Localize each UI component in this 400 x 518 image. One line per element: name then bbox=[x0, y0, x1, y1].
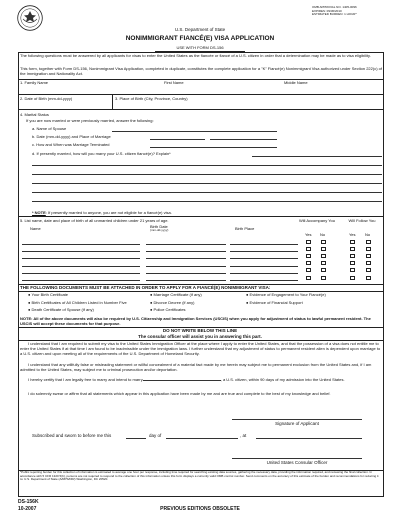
child-birth-place-field[interactable] bbox=[230, 251, 298, 252]
bullet-icon: ● bbox=[246, 299, 250, 305]
sworn-text: Subscribed and sworn to before me this bbox=[32, 433, 112, 438]
consular-heading: DO NOT WRITE BELOW THIS LINE bbox=[162, 328, 238, 333]
form-date: 10-2007 bbox=[18, 506, 37, 512]
applicant-signature-field[interactable] bbox=[232, 419, 362, 420]
spouse-name-field[interactable] bbox=[112, 131, 277, 132]
sworn-month-field[interactable] bbox=[166, 438, 238, 439]
bullet-icon: ● bbox=[150, 307, 154, 312]
child-name-field[interactable] bbox=[22, 280, 140, 281]
yes-label: Yes bbox=[349, 232, 356, 237]
follow-no-checkbox[interactable] bbox=[366, 268, 371, 272]
marital-item: c. How and When was Marriage Terminated bbox=[32, 142, 110, 147]
explain-field[interactable] bbox=[32, 165, 382, 166]
marriage-place-field[interactable] bbox=[210, 139, 277, 140]
sworn-day-field[interactable] bbox=[126, 438, 146, 439]
explain-field[interactable] bbox=[32, 192, 382, 193]
form-number: DS-156K bbox=[18, 499, 39, 505]
first-name-label: First Name bbox=[164, 80, 184, 85]
child-birth-place-field[interactable] bbox=[230, 280, 298, 281]
child-birth-date-field[interactable] bbox=[146, 273, 226, 274]
bullet-icon: ● bbox=[28, 307, 32, 312]
consular-paragraph: I do solemnly swear or affirm that all statements which appear in this application have been made by me and are true and complete to the best of my knowledge and belief. bbox=[28, 391, 331, 396]
accompany-no-checkbox[interactable] bbox=[321, 261, 326, 265]
accompany-yes-checkbox[interactable] bbox=[306, 268, 311, 272]
child-name-field[interactable] bbox=[22, 251, 140, 252]
accompany-yes-checkbox[interactable] bbox=[306, 247, 311, 251]
accompany-yes-checkbox[interactable] bbox=[306, 261, 311, 265]
child-name-field[interactable] bbox=[22, 273, 140, 274]
child-name-field[interactable] bbox=[22, 258, 140, 259]
follow-no-checkbox[interactable] bbox=[366, 261, 371, 265]
accompany-yes-checkbox[interactable] bbox=[306, 254, 311, 258]
no-label: No bbox=[365, 232, 371, 237]
dob-field[interactable] bbox=[20, 101, 110, 108]
follow-yes-checkbox[interactable] bbox=[350, 254, 355, 258]
dob-label: 2. Date of Birth (mm-dd-yyyy) bbox=[20, 96, 73, 101]
marital-item: a. Name of Spouse bbox=[32, 126, 67, 131]
child-birth-date-field[interactable] bbox=[146, 244, 226, 245]
form-subtitle: USE WITH FORM DS-156 bbox=[176, 45, 224, 50]
officer-signature-label: United States Consular Officer bbox=[266, 460, 328, 465]
accompany-no-checkbox[interactable] bbox=[321, 276, 326, 280]
bullet-icon: ● bbox=[246, 292, 250, 297]
accompany-no-checkbox[interactable] bbox=[321, 254, 326, 258]
col-accompany: Will Accompany You bbox=[298, 218, 336, 223]
pob-label: 3. Place of Birth (City, Province, Country) bbox=[115, 96, 188, 101]
consular-subheading: The consular officer will assist you in answering this part. bbox=[138, 334, 262, 339]
family-name-label: 1. Family Name bbox=[20, 80, 49, 85]
child-name-field[interactable] bbox=[22, 266, 140, 267]
middle-name-label: Middle Name bbox=[284, 80, 308, 85]
no-label: No bbox=[320, 232, 326, 237]
first-name-field[interactable] bbox=[164, 85, 280, 93]
accompany-yes-checkbox[interactable] bbox=[306, 276, 311, 280]
family-name-field[interactable] bbox=[20, 85, 160, 93]
required-document-item: ● Evidence of Financial Support bbox=[246, 299, 303, 305]
follow-yes-checkbox[interactable] bbox=[350, 261, 355, 265]
omb-line: EXPIRES: 09/30/2010 bbox=[312, 8, 342, 13]
col-birth-date-format: (mm-dd-yyyy) bbox=[150, 228, 169, 232]
follow-yes-checkbox[interactable] bbox=[350, 240, 355, 244]
follow-no-checkbox[interactable] bbox=[366, 276, 371, 280]
intro-paragraph: The following questions must be answered by all applicants for visas to enter the United States as the fiancée or fiancé of a U.S. citizen in order that a determination may be made as to visa eligibility. bbox=[20, 53, 371, 58]
burden-statement: *Public reporting burden for this collection of information is estimated to average one hour per response, including time required for searching existing data sources, gathering the necessary data, providing the information required, and reviewing the final collection. In accordance with 5 CFR 1320 5(b), persons are not required to respond to the collection of this information unless this form displays a currently valid OMB control number. Send comments on the accuracy of this estimate of the burden and recommendations for reducing it to: U.S. Department of State (A/RPS/DIR) Washington, DC 20520. bbox=[20, 470, 379, 482]
child-birth-date-field[interactable] bbox=[146, 280, 226, 281]
sworn-text: day of bbox=[149, 433, 162, 438]
documents-note: NOTE: All of the above documents will also be required by U.S. Citizenship and Immigration Services (USCIS) when you apply for adjustment of status to lawful permanent resident. The USCIS will accept these documents for that purpose. bbox=[20, 316, 371, 326]
follow-yes-checkbox[interactable] bbox=[350, 268, 355, 272]
child-birth-date-field[interactable] bbox=[146, 266, 226, 267]
follow-no-checkbox[interactable] bbox=[366, 247, 371, 251]
child-birth-date-field[interactable] bbox=[146, 251, 226, 252]
omb-line: OMB APPROVAL NO. 1405-0096 bbox=[312, 5, 357, 9]
form-title: NONIMMIGRANT FIANCÉ(E) VISA APPLICATION bbox=[125, 35, 275, 42]
bullet-icon: ● bbox=[150, 292, 154, 297]
accompany-no-checkbox[interactable] bbox=[321, 268, 326, 272]
required-document-item: ● Death Certificate of Spouse (if any) bbox=[28, 307, 94, 312]
required-document-item: ● Marriage Certificate (if any) bbox=[150, 292, 202, 297]
officer-signature-field[interactable] bbox=[232, 458, 362, 459]
department-name: U.S. Department of State bbox=[174, 27, 226, 32]
accompany-no-checkbox[interactable] bbox=[321, 247, 326, 251]
child-name-field[interactable] bbox=[22, 244, 140, 245]
middle-name-field[interactable] bbox=[284, 85, 382, 93]
bullet-icon: ● bbox=[28, 292, 32, 297]
children-heading: 5. List name, date and place of birth of all unmarried children under 21 years of age. bbox=[20, 218, 169, 223]
marital-question: If you are now married or were previously married, answer the following: bbox=[26, 118, 154, 123]
accompany-no-checkbox[interactable] bbox=[321, 240, 326, 244]
accompany-yes-checkbox[interactable] bbox=[306, 240, 311, 244]
obsolete-notice: PREVIOUS EDITIONS OBSOLETE bbox=[160, 506, 240, 512]
required-document-item: ● Your Birth Certificate bbox=[28, 292, 69, 297]
follow-no-checkbox[interactable] bbox=[366, 240, 371, 244]
col-follow: Will Follow You bbox=[348, 218, 376, 223]
explain-field[interactable] bbox=[32, 201, 382, 202]
required-document-item: ● Police Certificates bbox=[150, 307, 186, 312]
yes-label: Yes bbox=[305, 232, 312, 237]
required-document-item: ● Divorce Decree (if any) bbox=[150, 299, 195, 305]
explain-field[interactable] bbox=[32, 174, 382, 175]
child-birth-place-field[interactable] bbox=[230, 273, 298, 274]
omb-line: ESTIMATED BURDEN: 1 HOUR* bbox=[312, 12, 357, 17]
bullet-icon: ● bbox=[28, 299, 32, 305]
applicant-signature-label: Signature of Applicant bbox=[275, 421, 319, 426]
col-birth-date: Birth Date bbox=[150, 224, 168, 229]
termination-field[interactable] bbox=[150, 147, 277, 148]
marital-item: b. Date (mm-dd-yyyy) and Place of Marriage bbox=[32, 134, 111, 139]
consular-paragraph: I understand that I am required to submit my visa to the United States Immigration Officer at the place where I apply to enter the United States, and that the possession of a visa does not entitle me to enter the United States if at that time I am found to be inadmissible under the immigration laws. I further understand that my adjustment of status to permanent resident alien is dependent upon marriage to a U.S. citizen and upon meeting all of the requirements of the U.S. Department of Homeland Security. bbox=[20, 341, 381, 356]
col-name: Name bbox=[30, 226, 41, 231]
child-birth-place-field[interactable] bbox=[230, 258, 298, 259]
marriage-date-field[interactable] bbox=[150, 139, 205, 140]
required-document-item: ● Evidence of Engagement to Your Fiancé(e) bbox=[246, 292, 326, 297]
follow-yes-checkbox[interactable] bbox=[350, 276, 355, 280]
marital-item: d. If presently married, how will you marry your U.S. citizen fiancé(e)? Explain* bbox=[32, 151, 171, 156]
child-birth-date-field[interactable] bbox=[146, 258, 226, 259]
consular-paragraph: I understand that any willfully false or misleading statement or willful concealment of a material fact made by me herein may subject me to permanent exclusion from the United States and, if I am admitted to the United States, may subject me to criminal prosecution and/or deportation. bbox=[20, 362, 372, 372]
sworn-text: , at bbox=[240, 433, 247, 438]
bullet-icon: ● bbox=[150, 299, 154, 305]
omb-block bbox=[312, 6, 398, 17]
marital-heading: 4. Marital Status bbox=[20, 112, 49, 117]
child-birth-place-field[interactable] bbox=[230, 244, 298, 245]
col-birth-place: Birth Place bbox=[235, 226, 255, 231]
explain-field[interactable] bbox=[252, 156, 382, 157]
intro-paragraph: This form, together with Form DS-156, Nonimmigrant Visa Application, completed in duplicate, constitutes the complete application for a "K" Fiancé(e) Nonimmigrant Visa authorized under Section 222(c) of the Immigration and Nationality Act. bbox=[20, 66, 382, 76]
documents-heading: THE FOLLOWING DOCUMENTS MUST BE ATTACHED IN ORDER TO APPLY FOR A FIANCÉ(E) NONIMMIGRANT VISA: bbox=[20, 285, 271, 290]
pob-field[interactable] bbox=[115, 101, 380, 108]
follow-yes-checkbox[interactable] bbox=[350, 247, 355, 251]
required-document-item: ● Birth Certificates of All Children Listed in Number Five bbox=[28, 299, 127, 305]
marital-note: * NOTE: If presently married to anyone, you are not eligible for a fiancé(e) visa. bbox=[32, 210, 172, 215]
child-birth-place-field[interactable] bbox=[230, 266, 298, 267]
follow-no-checkbox[interactable] bbox=[366, 254, 371, 258]
explain-field[interactable] bbox=[32, 183, 382, 184]
sworn-place-field[interactable] bbox=[256, 438, 362, 439]
consular-paragraph: I hereby certify that I am legally free to marry and intend to marry , a U.S. citizen, within 90 days of my admission into the United States. bbox=[28, 377, 345, 382]
